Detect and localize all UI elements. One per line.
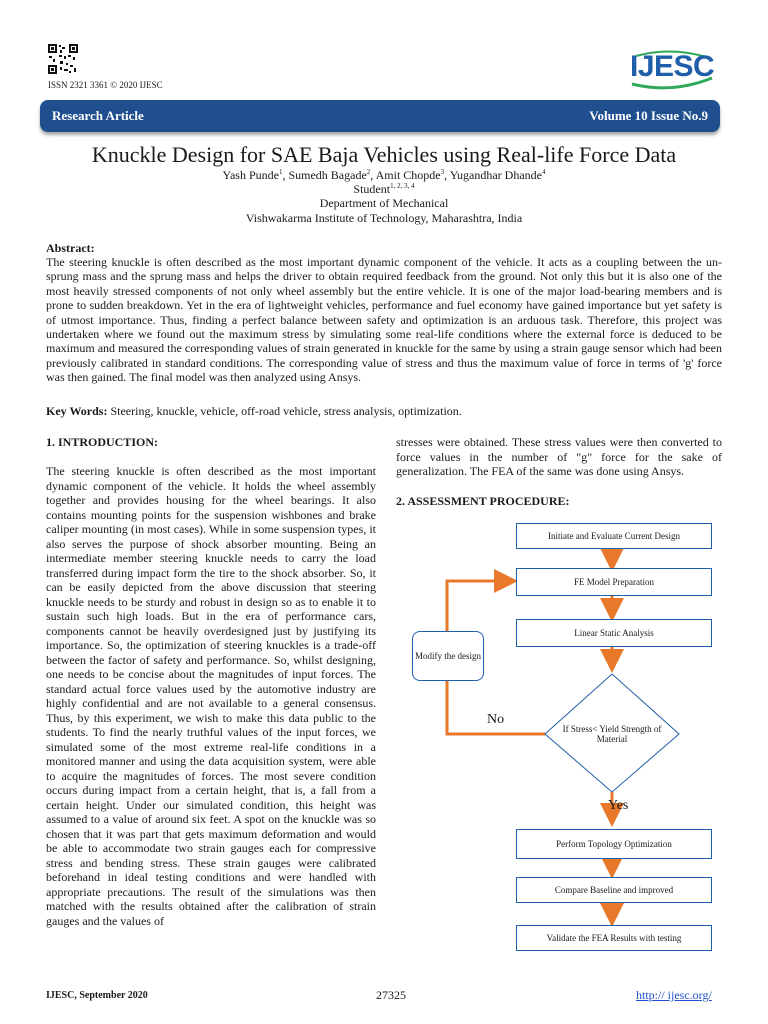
- flow-yes-label: Yes: [608, 798, 629, 813]
- author-name: Yugandhar Dhande: [449, 168, 542, 182]
- issn-line: ISSN 2321 3361 © 2020 IJESC: [48, 80, 163, 90]
- flow-step-topology: Perform Topology Optimization: [516, 829, 712, 859]
- author-name: Sumedh Bagade: [288, 168, 367, 182]
- institute: Vishwakarma Institute of Technology, Maharashtra, India: [245, 211, 523, 225]
- author-role: Student$^{1, 2, 3, 4}$: [353, 182, 415, 196]
- introduction-continuation: stresses were obtained. These stress values were then converted to force values in the number of "g" force for the sake of generalization. The FEA of the same was done using Ansys.: [396, 435, 722, 478]
- introduction-text: The steering knuckle is often described as the most important dynamic component of the vehicle. It holds the wheel assembly together and provides housing for the wheel bearings. It also contains mounting points for the suspension wishbones and brake caliper mounting (in most cases). While in some suspension types, it also serves the purpose of shock absorber mounting. Being an intermediate member steering knuckle needs to carry the load transferred during impact form the tire to the shock absorber. So, it can be easily depicted from the above discussion that steering knuckle needs to be sturdy and robust in design so as to enable it to sustain such high loads. But in the era of performance cars, components cannot be heavily overdesigned just by justifying its importance. So, the optimization of steering knuckles is a trade-off between the factor of safety and performance. So, whilst designing, one needs to be concise about the magnitudes of input forces. The standard actual force values used by the automotive industry are highly confidential and are not available to a general consensus. Thus, by this experiment, we wish to make this data public to the students. To find the nearly truthful values of the input forces, we simulated some of the most extreme real-life conditions in a monitored manner and using the data acquisition system, were able to acquire the magnitudes of forces. The most severe condition occurs during impact from a certain height, that is, a fall from a certain height. Under our simulated condition, this height was assumed to a value of around six feet. A spot on the knuckle was so chosen that it was part that gets maximum deformation and would be able to accommodate two strain gauges each for compressive stress and bending stress. These strain gauges were calibrated beforehand in ideal testing conditions and were handled with appropriate precautions. The result of the simulations was then matched with the results obtained after the calibration of strain gauges and the values of: [46, 464, 376, 928]
- journal-logo: IJESC: [630, 50, 715, 83]
- article-type: Research Article: [52, 108, 144, 123]
- flow-step-compare: Compare Baseline and improved: [516, 877, 712, 903]
- volume-issue: Volume 10 Issue No.9: [589, 108, 708, 123]
- flow-step-linear-static: Linear Static Analysis: [516, 619, 712, 647]
- author-name: Amit Chopde: [375, 168, 441, 182]
- assessment-flowchart: [390, 515, 730, 955]
- footer-journal: IJESC, September 2020: [46, 990, 148, 1001]
- keywords-text: Steering, knuckle, vehicle, off-road vehicle, stress analysis, optimization.: [110, 404, 462, 418]
- department: Department of Mechanical: [319, 196, 449, 210]
- keywords: [46, 404, 722, 419]
- flow-step-validate: Validate the FEA Results with testing: [516, 925, 712, 951]
- author-name: Yash Punde: [222, 168, 279, 182]
- introduction-heading: 1. INTRODUCTION:: [46, 435, 159, 449]
- arrow-modify-to-fe: [447, 581, 512, 631]
- flow-modify-design: Modify the design: [412, 631, 484, 681]
- page-number: 27325: [376, 988, 406, 1002]
- abstract-text: The steering knuckle is often described as the most important dynamic component of the vehicle. It acts as a coupling between the un-sprung mass and the sprung mass and helps the driver to obtain required feedback from the ground. Not only this but it is also one of the most heavily stressed components of not only wheel assembly but the entire vehicle. It is one of the major load-bearing members and is prone to sudden breakdown. Yet in the era of lightweight vehicles, performance and fuel economy have gained importance but yet safety is of utmost importance. Thus, finding a perfect balance between safety and optimization is an arduous task. Therefore, this project was undertaken where we found out the maximum stress by simulating some real-life conditions where the external force is deduced to be maximum and measured the corresponding values of strain generated in knuckle for the same by using a strain gauge sensor which had been previously calibrated in standard conditions. The corresponding value of stress and thus the maximum value of force in terms of 'g' force was then gained. The final model was then analyzed using Ansys.: [46, 255, 722, 385]
- flow-step-initiate: Initiate and Evaluate Current Design: [516, 523, 712, 549]
- assessment-heading: 2. ASSESSMENT PROCEDURE:: [396, 494, 570, 508]
- flow-decision-label: If Stress< Yield Strength of Material: [562, 724, 662, 744]
- qr-code-icon: [48, 44, 78, 74]
- footer-link[interactable]: http:// ijesc.org/: [636, 988, 712, 1002]
- abstract-heading: Abstract:: [46, 241, 95, 255]
- flow-step-fe-model: FE Model Preparation: [516, 568, 712, 596]
- author-list: Yash Punde$^1$, Sumedh Bagade$^2$, Amit Chopde$^3$, Yugandhar Dhande$^4$: [222, 168, 546, 182]
- flow-no-label: No: [487, 712, 505, 727]
- paper-title: Knuckle Design for SAE Baja Vehicles using Real-life Force Data: [91, 142, 677, 167]
- keywords-label: Key Words:: [46, 404, 108, 418]
- article-banner: [40, 100, 720, 132]
